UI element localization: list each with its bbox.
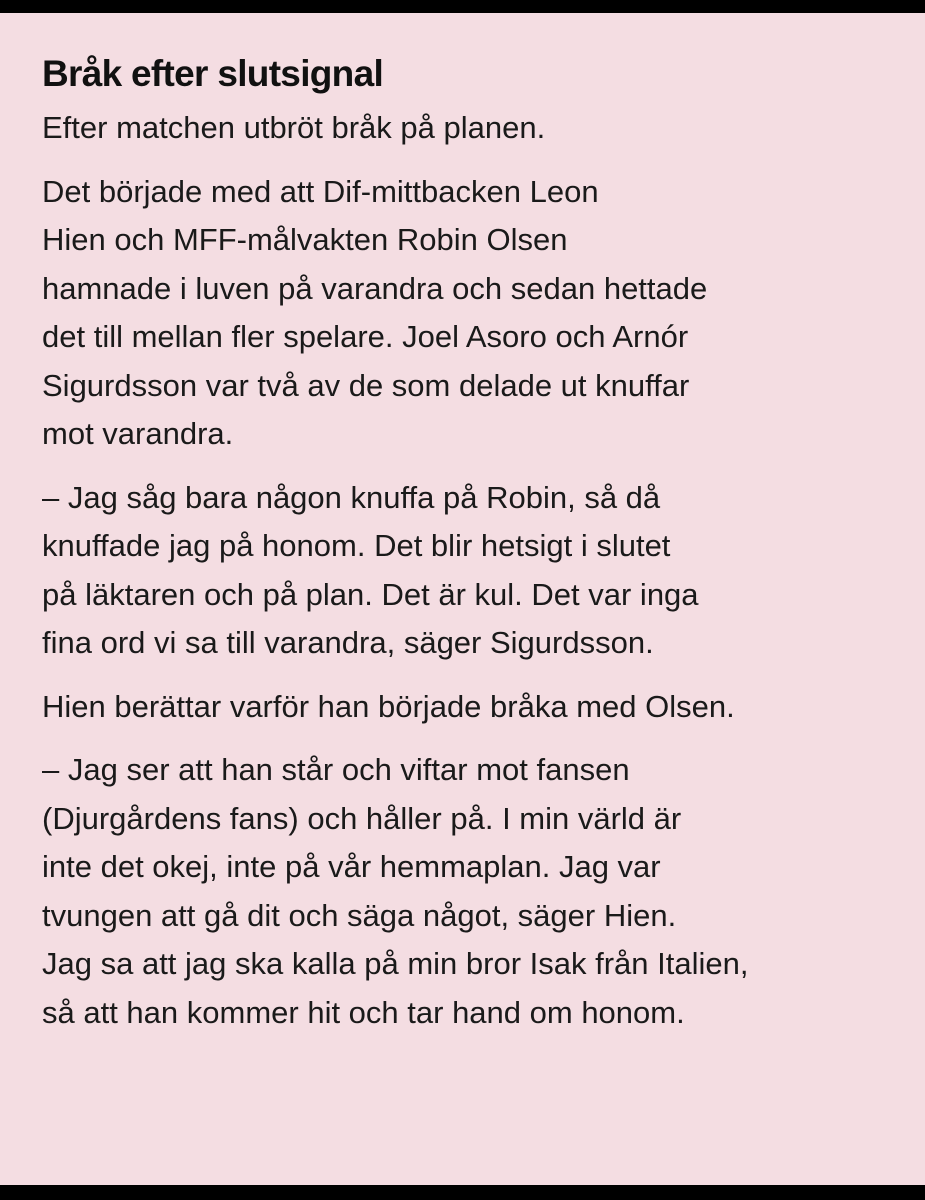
text-line: Jag sa att jag ska kalla på min bror Isak från Italien, <box>42 946 749 981</box>
paragraph <box>42 168 902 459</box>
article-headline: Bråk efter slutsignal <box>42 53 384 94</box>
text-line: Efter matchen utbröt bråk på planen. <box>42 110 546 145</box>
text-line: tvungen att gå dit och säga något, säger Hien. <box>42 897 677 933</box>
quote-paragraph <box>42 474 902 668</box>
text-line: – Jag såg bara någon knuffa på Robin, så då <box>42 479 661 515</box>
paragraph <box>42 683 902 732</box>
text-line: Hien berättar varför han började bråka med Olsen. <box>42 688 735 724</box>
text-line: Sigurdsson var två av de som delade ut knuffar <box>42 367 690 403</box>
text-line: så att han kommer hit och tar hand om honom. <box>42 994 685 1030</box>
quote-paragraph <box>42 746 902 1037</box>
article-screen <box>0 13 925 1185</box>
text-line: – Jag ser att han står och viftar mot fansen <box>42 752 630 787</box>
paragraph <box>42 104 902 153</box>
text-line: fina ord vi sa till varandra, säger Sigurdsson. <box>42 625 654 660</box>
text-line: Det började med att Dif-mittbacken Leon <box>42 173 599 209</box>
text-line: på läktaren och på plan. Det är kul. Det var inga <box>42 576 699 612</box>
text-line: mot varandra. <box>42 416 234 451</box>
text-line: det till mellan fler spelare. Joel Asoro och Arnór <box>42 319 689 354</box>
text-line: Hien och MFF-målvakten Robin Olsen <box>42 222 568 257</box>
text-line: knuffade jag på honom. Det blir hetsigt i slutet <box>42 528 671 563</box>
text-line: (Djurgårdens fans) och håller på. I min värld är <box>42 800 682 836</box>
article-body <box>42 50 902 1037</box>
text-line: inte det okej, inte på vår hemmaplan. Jag var <box>42 849 661 884</box>
text-line: hamnade i luven på varandra och sedan hettade <box>42 270 708 306</box>
